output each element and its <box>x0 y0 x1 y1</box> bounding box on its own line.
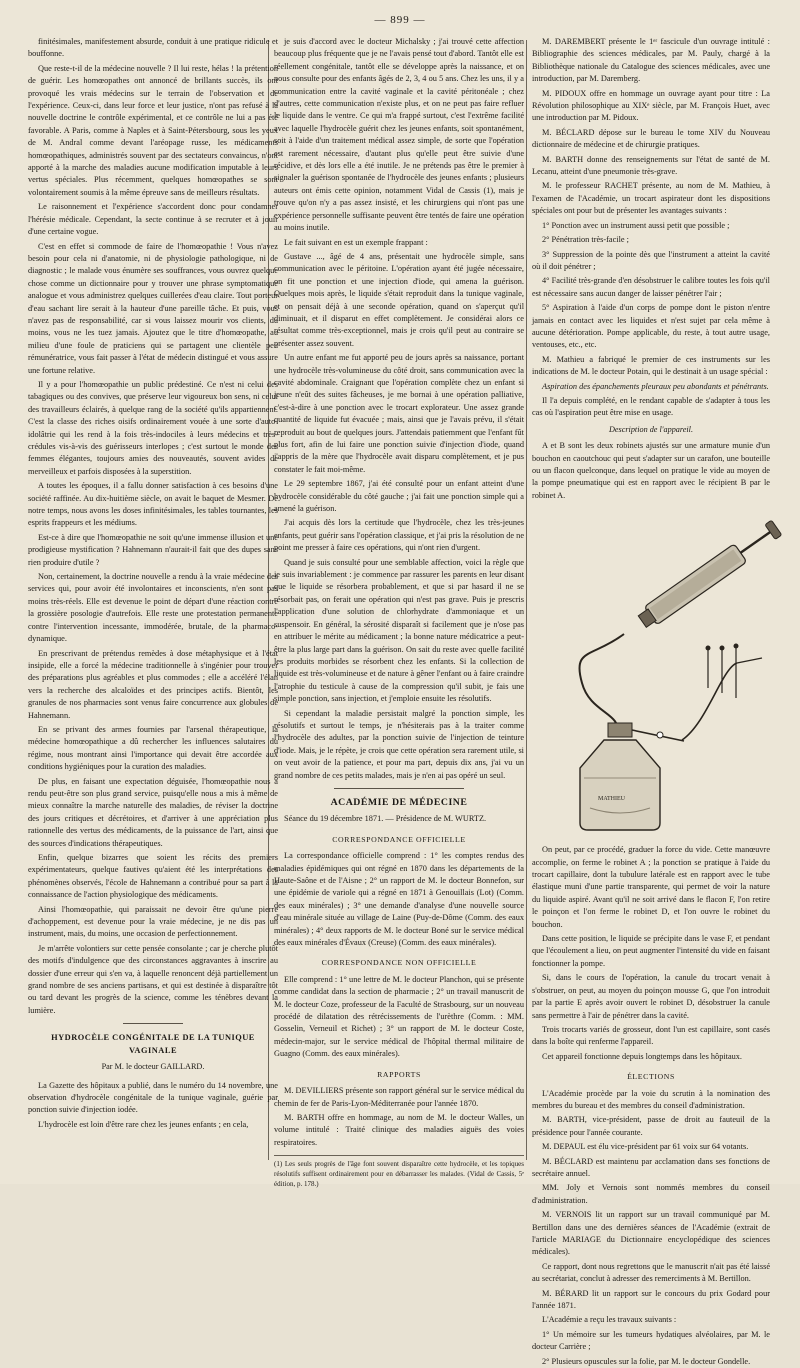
paragraph: A et B sont les deux robinets ajustés sur une armature munie d'un bouchon en caoutchouc qui peut s'adapter sur un carafon, une bouteille ou un flacon quelconque, dans lequel on pratique le vide au moyen de la pompe pneumatique qui est en rapport avec le récipient B par le robinet A. <box>532 441 770 500</box>
list-item: 1° Un mémoire sur les tumeurs hydatiques alvéolaires, par M. le docteur Carrière ; <box>532 1329 770 1352</box>
paragraph: Si cependant la maladie persistait malgré la ponction simple, les résolutifs et surtout le temps, je n'hésiterais pas à la traiter comme l'hydrocèle des adultes, par la ponction suivie de l'injection de teinture d'iode. Mais, je le répète, je crois que cette opération sera rarement utile, si on veut avoir de la patience, et pour ma part, depuis dix ans, j'ai vu un grand nombre de ces petits malades, mais je n'en ai pas opéré un seul. <box>274 708 524 780</box>
column-middle <box>274 36 524 1189</box>
paragraph: En prescrivant de prétendus remèdes à dose métaphysique et à l'état insipide, elle a forcé la médecine traditionnelle à s'ingénier pour trouver des préparations plus agréables et plus commodes ; elle a accéléré l'élan vers la recherche des alcaloïdes et des principes actifs. Bientôt, les granules de nos pharmacies sont venus faire concurrence aux globules de Hahnemann. <box>28 648 278 720</box>
paragraph: M. PIDOUX offre en hommage un ouvrage ayant pour titre : La Révolution philosophique au XIXᵉ siècle, par M. François Huet, avec une introduction par M. Pidoux. <box>532 88 770 123</box>
paragraph: Aspiration des épanchements pleuraux peu abondants et pénétrants. <box>542 381 769 391</box>
paragraph: Trois trocarts variés de grosseur, dont l'un est capillaire, sont casés dans la boîte qui renferme l'appareil. <box>532 1024 770 1047</box>
paragraph: Elle comprend : 1° une lettre de M. le docteur Planchon, qui se présente comme candidat dans la section de pharmacie ; 2° un travail manuscrit de M. le docteur Coze, professeur de la Faculté de Strasbourg, sur un nouveau procédé de dilatation des rétrécissements de l'urèthre (Comm. : MM. Gosselin, Verneuil et Richet) ; 3° un rapport de M. le docteur Coste, médecin-major, sur le service médical de l'hôpital thermal militaire de Guagno (Comm. des eaux minérales). <box>274 974 524 1059</box>
paragraph: Le fait suivant en est un exemple frappant : <box>284 237 428 247</box>
column-right <box>532 36 770 1366</box>
paragraph: J'ai acquis dès lors la certitude que l'hydrocèle, chez les très-jeunes enfants, peut guérir sans l'opération classique, et j'ai pris la résolution de ne point me presser à faire ces opérations, qui n'ont rien d'urgent. <box>274 518 524 553</box>
paragraph: M. DEVILLIERS présente son rapport général sur le service médical du chemin de fer de Paris-Lyon-Méditerranée pour l'année 1870. <box>274 1086 524 1108</box>
article-title: HYDROCÈLE CONGÉNITALE DE LA TUNIQUE VAGINALE <box>51 1033 255 1055</box>
list-item: 2° Plusieurs opuscules sur la folie, par M. le docteur Gondelle. <box>542 1356 751 1366</box>
paragraph: Non, certainement, la doctrine nouvelle a rendu à la vraie médecine des services qui, pour avoir été involontaires et inconscients, n'en sont pas moins très-réels. Elle est devenue le point de départ d'une réaction contre la grossière posologie d'autrefois. Elle reste une protestation permanente contre l'intervention incessante, immodérée, brutale, de la pharmaco-dynamique. <box>28 572 278 644</box>
paragraph: Je m'arrête volontiers sur cette pensée consolante ; car je cherche plutôt des motifs d'indulgence que des circonstances aggravantes à inscrire au dossier d'une erreur qui s'en va, à laquelle renoncent déjà partiellement un grand nombre de ses anciens partisans, et qui est destinée à disparaître tôt ou tard devant les progrès de la science, comme les ténèbres devant la lumière. <box>28 943 278 1015</box>
paragraph: Le 29 septembre 1867, j'ai été consulté pour un enfant atteint d'une hydrocèle considérable du côté gauche ; j'ai fait une ponction simple qui a amené la guérison. <box>274 479 524 514</box>
list-item: 4° Facilité très-grande d'en désobstruer le calibre toutes les fois qu'il est nécessaire sans aucun danger de laisser pénétrer l'air ; <box>532 276 770 298</box>
paragraph: M. BÉCLARD dépose sur le bureau le tome XIV du Nouveau dictionnaire de médecine et de chirurgie pratiques. <box>532 127 770 150</box>
paragraph: Est-ce à dire que l'homœopathie ne soit qu'une immense illusion et une prodigieuse mystification ? Hahnemann n'aurait-il fait que des dupes sans rien produire d'utile ? <box>28 532 278 567</box>
paragraph: M. le professeur RACHET présente, au nom de M. Mathieu, à l'examen de l'Académie, un trocart aspirateur dont les dispositions spéciales ont pour but de présenter les avantages suivants : <box>532 181 770 216</box>
divider <box>123 1023 183 1024</box>
aspirator-illustration <box>532 508 770 838</box>
paragraph: La correspondance officielle comprend : 1° les comptes rendus des maladies épidémiques qui ont régné en 1870 dans les départements de la Haute-Saône et de l'Aisne ; 2° un rapport de M. le docteur Bonnefon, sur une épidémie de variole qui a régné en 1871 à Genouillais (Lot) (Comm. des eaux minérales) ; 3° une demande d'analyse d'une nouvelle source d'eau minérale située au village de Laine (Puy-de-Dôme (Comm. des eaux minérales) ; 4° deux rapports de M. le docteur Boné sur le service médical des eaux minérales d'Évaux (Creuse) (Comm. des eaux minérales). <box>274 851 524 948</box>
paragraph: M. BARTH donne des renseignements sur l'état de santé de M. Lecanu, atteint d'une pneumonie très-grave. <box>532 154 770 177</box>
paragraph: Le raisonnement et l'expérience s'accordent donc pour condamner l'hérésie médicale. Cependant, la secte continue à se recruter et à jouir d'une certaine vogue. <box>28 202 278 237</box>
paragraph: Cet appareil fonctionne depuis longtemps dans les hôpitaux. <box>542 1051 743 1061</box>
vessel-label: MATHIEU <box>598 796 625 803</box>
list-item: 3° Suppression de la pointe dès que l'instrument a atteint la cavité où il doit pénétrer ; <box>532 249 770 271</box>
paragraph: Ainsi l'homœopathie, qui paraissait ne devoir être qu'une pierre d'achoppement, est devenue pour la vraie médecine, je ne dis pas un instrument, mais, du moins, une occasion de perfectionnement. <box>28 904 278 939</box>
section-title: ACADÉMIE DE MÉDECINE <box>330 796 468 808</box>
session-line: Séance du 19 décembre 1871. — Présidence de M. WURTZ. <box>284 814 487 824</box>
list-item: 5° Aspiration à l'aide d'un corps de pompe dont le piston n'entre jamais en contact avec les liquides et n'est sujet par cela même à aucune détérioration. Pompe applicable, du reste, à tout autre usage, ventouses, etc., etc. <box>532 303 770 350</box>
aspirator-apparatus-illustration <box>532 508 770 838</box>
paragraph: L'Académie procède par la voie du scrutin à la nomination des membres du bureau et des membres du conseil d'administration. <box>532 1088 770 1110</box>
paragraph: Ce rapport, dont nous regrettons que le manuscrit n'ait pas été laissé au secrétariat, conclut à adresser des remerciments à M. Bertillon. <box>532 1261 770 1284</box>
paragraph: Un autre enfant me fut apporté peu de jours après sa naissance, portant une hydrocèle très-volumineuse du côté droit, sans communication avec la cavité abdominale. Craignant que l'opération complète chez un enfant si jeune n'eût des suites fâcheuses, je me bornai à une opération palliative, c'est-à-dire à une ponction avec le trocart explorateur. Une assez grande quantité de liquide fut évacuée ; mais, ainsi que je l'avais prévu, il s'était reproduit au bout de quelques jours. J'attendais patiemment que l'enfant fût plus fort, afin de lui faire une ponction suivie d'injection d'iode, quand j'appris de la mère que l'hydrocèle avait disparu complètement, et je pus constater le fait moi-même. <box>274 353 524 474</box>
list-item: 2° Pénétration très-facile ; <box>542 235 629 245</box>
paragraph: M. DEPAUL est élu vice-président par 61 voix sur 64 votants. <box>542 1142 749 1152</box>
paragraph: M. BARTH, vice-président, passe de droit au fauteuil de la présidence pour l'année courante. <box>532 1115 770 1137</box>
paragraph: Quand je suis consulté pour une semblable affection, voici la règle que je suis invariablement : je commence par rassurer les parents en leur disant que le liquide se résorbera probablement, et que si par hasard il ne se résorbait pas, on ferait une opération qui n'est pas grave. Puis je prescris l'application d'une solution de chlorhydrate d'ammoniaque et un suspensoir. En général, la sérosité disparaît si facilement que je n'ose pas en attribuer le mérite au médicament ; la bonne nature médicatrice a peut-être la plus large part dans la guérison. On sait du reste avec quelle facilité les produits morbides se résorbent chez les enfants. Si la collection de liquide est très-volumineuse et de nature à gêner l'enfant ou à faire craindre l'atrophie du testicule à cause de la compression qu'il subit, je fais une simple ponction, sans injection, et j'emploie ensuite les résolutifs. <box>274 557 524 704</box>
subsection-title: CORRESPONDANCE OFFICIELLE <box>332 834 466 844</box>
subsection-title: RAPPORTS <box>377 1069 421 1079</box>
paragraph: De plus, en faisant une expectation déguisée, l'homœopathie nous a rendu peut-être son plus grand service, puisqu'elle nous a mis à même de mieux connaître la marche naturelle des maladies, de réviser la doctrine des jours critiques et décrétoires, et d'arriver à une appréciation plus rationnelle des vertus des médicaments, de la puissance de l'art, ainsi que des sources d'indications thérapeutiques. <box>28 776 278 848</box>
paragraph: finitésimales, manifestement absurde, conduit à une pratique ridicule et bouffonne. <box>28 37 278 59</box>
paragraph: M. BÉRARD lit un rapport sur le concours du prix Godard pour l'année 1871. <box>532 1288 770 1311</box>
article-author: Par M. le docteur GAILLARD. <box>101 1062 205 1072</box>
paragraph: Gustave ..., âgé de 4 ans, présentait une hydrocèle simple, sans communication avec le péritoine. L'opération ayant été jugée nécessaire, on fit une ponction et une injection d'iode, qui amena la guérison. Quelques mois après, le liquide s'était reproduit dans la tunique vaginale, et on pensait déjà à une seconde opération, quand on s'aperçut qu'il diminuait, et il disparut en effet complètement. Je considérai alors ce résultat comme très-exceptionnel, mais je crois qu'il peut au contraire se présenter assez souvent. <box>274 251 524 348</box>
footnote: (1) Les seuls progrès de l'âge font souvent disparaître cette hydrocèle, et les topiques résolutifs suffisent ordinairement pour en débarrasser les malades. (Vidal de Cassis, 5ᵉ édition, p. 178.) <box>274 1155 524 1189</box>
column-left <box>28 36 278 1166</box>
subsection-title: CORRESPONDANCE NON OFFICIELLE <box>321 958 477 968</box>
paragraph: Dans cette position, le liquide se précipite dans le vase F, et pendant que l'écoulement a lieu, on peut augmenter l'intensité du vide en faisant fonctionner la pompe. <box>532 934 770 968</box>
paragraph: M. VERNOIS lit un rapport sur un travail communiqué par M. Bertillon dans une des dernières séances de l'Académie (extrait de l'article MARIAGE du Dictionnaire encyclopédique des sciences médicales). <box>532 1210 770 1257</box>
paragraph: M. BARTH offre en hommage, au nom de M. le docteur Walles, un volume intitulé : Traité clinique des maladies aiguës des voies respiratoires. <box>274 1112 524 1147</box>
paragraph: En se privant des armes fournies par l'arsenal thérapeutique, la médecine homœopathique a dû rechercher les influences salutaires du régime, nous montrant ainsi l'importance qui devait être accordée aux conditions hygiéniques pour la curation des maladies. <box>28 724 278 772</box>
paragraph: La Gazette des hôpitaux a publié, dans le numéro du 14 novembre, une observation d'hydrocèle congénitale de la tunique vaginale, guérie par ponction suivie d'injection iodée. <box>28 1080 278 1115</box>
subsection-title: Description de l'appareil. <box>609 424 693 434</box>
paragraph: On peut, par ce procédé, graduer la force du vide. Cette manœuvre accomplie, on ferme le robinet A ; la ponction se pratique à l'aide du trocart capillaire, dont la tubulure latérale est en rapport avec le tube élastique muni d'une partie transparente, qui permet de voir la nature du liquide aspiré. Avant qu'il ne soit arrivé dans le flacon F, l'on retire le poinçon et l'on ferme le robinet D, et l'on ouvre le robinet du bouchon. <box>532 845 770 929</box>
paragraph: Que reste-t-il de la médecine nouvelle ? Il lui reste, hélas ! la prétention de guérir. Les homœopathes ont annoncé de brillants succès, ils ont provoqué les vrais médecins sur le terrain de l'observation et de l'expérience. Ceux-ci, dans leur force et leur justice, n'ont pas refusé à la nouvelle doctrine le contrôle expérimental, et ce contrôle ne lui a pas été favorable. A Paris, comme à Naples et à Saint-Pétersbourg, sous les yeux de M. Andral comme devant l'aréopage russe, les médicaments homœopathiques, administrés souvent par des sectateurs convaincus, n'ont apporté à la marche des maladies aucune modification imputable à leurs vertus spéciales. Plus récemment, quelques homœopathes se sont volontairement soumis à la même épreuve sans de meilleurs résultats. <box>28 63 278 197</box>
list-item: 1° Ponction avec un instrument aussi petit que possible ; <box>542 220 730 230</box>
paragraph: je suis d'accord avec le docteur Michalsky ; j'ai trouvé cette affection beaucoup plus fréquente que je ne l'avais pensé tout d'abord. Tantôt elle est réellement congénitale, tantôt elle se développe après la naissance, et on nous consulte pour des enfants âgés de 2, 3, 4 ou 5 ans. Chez les uns, il y a communication entre la cavité vaginale et la cavité péritonéale ; chez d'autres, cette communication n'existe plus, et on ne peut pas faire refluer le liquide dans le ventre. Ce qui m'a frappé surtout, c'est l'extrême facilité avec laquelle l'hydrocèle guérit chez les jeunes enfants, soit spontanément, soit à l'aide d'un traitement médical assez simple, de sorte que l'opération est rarement nécessaire, d'autant plus qu'elle peut être suivie d'une récidive, et dès lors elle a été inutile. Je ne prétends pas être le premier à signaler la guérison spontanée de l'hydrocèle des jeunes enfants ; plusieurs auteurs ont émis cette opinion, notamment Vidal de Cassis (1), mais je trouve qu'on n'y a pas assez insisté, et les chirurgiens qui n'ont pas une expérience personnelle suffisante peuvent être tentés de faire une opération au moins inutile. <box>274 37 524 233</box>
subsection-title: ÉLECTIONS <box>627 1072 675 1082</box>
paragraph: MM. Joly et Vernois sont nommés membres du conseil d'administration. <box>532 1183 770 1205</box>
paragraph: M. BÉCLARD est maintenu par acclamation dans ses fonctions de secrétaire annuel. <box>532 1156 770 1178</box>
column-rule <box>526 40 527 1160</box>
paragraph: Il l'a depuis complété, en le rendant capable de s'adapter à tous les cas où l'aspiration peut être mise en usage. <box>532 395 770 418</box>
paragraph: L'Académie a reçu les travaux suivants : <box>542 1315 677 1325</box>
paragraph: C'est en effet si commode de faire de l'homœopathie ! Vous n'avez besoin pour cela ni d'anatomie, ni de physiologie pathologique, ni de diagnostic ; le malade vous énumère ses souffrances, vous ouvrez quelque chose comme un dictionnaire pour y trouver une phrase symptomatique analogue et vous administrez quelques cuillerées d'eau claire. Tout porteur d'eau sachant lire serait à la hauteur d'une pareille tâche. Et puis, vous n'avez pas de responsabilité, car si vous laissez mourir vos clients, du moins, vous ne les tuez jamais. Ajoutez que le titre d'homœopathe, au milieu d'une foule de praticiens qui se partagent une clientèle peu rémunératrice, vous fait passer à l'état de médecin distingué et vous assure une fortune relative. <box>28 241 278 375</box>
page-number: — 899 — <box>374 14 426 26</box>
paragraph: Si, dans le cours de l'opération, la canule du trocart venait à s'obstruer, on peut, au moyen du poinçon mousse G, que l'on introduit par la partie E après avoir ouvert le robinet D, désobstruer la canule sans permettre à l'air de pénétrer dans la cavité. <box>532 973 770 1020</box>
paragraph: M. DAREMBERT présente le 1ᵉʳ fascicule d'un ouvrage intitulé : Bibliographie des sciences médicales, par M. Pauly, chargé à la Bibliothèque nationale du Catalogue des sciences médicales, avec une introduction, par M. Daremberg. <box>532 37 770 84</box>
paragraph: M. Mathieu a fabriqué le premier de ces instruments sur les indications de M. le docteur Potain, qui le destinait à un usage spécial : <box>532 354 770 377</box>
paragraph: A toutes les époques, il a fallu donner satisfaction à ces besoins d'une société raffinée. Au dix-huitième siècle, on avait le baquet de Mesmer. De notre temps, nous avons les doses infinitésimales, les tables tournantes, les esprits frappeurs et les médiums. <box>28 481 278 528</box>
paragraph: Enfin, quelque bizarres que soient les récits des premiers expérimentateurs, quelque fautives qu'aient été les interprétations des phénomènes observés, l'école de Hahnemann a contribué pour sa part à la connaissance de l'action physiologique des médicaments. <box>28 853 278 900</box>
paragraph: L'hydrocèle est loin d'être rare chez les jeunes enfants ; en cela, <box>38 1119 249 1129</box>
paragraph: Il y a pour l'homœopathie un public prédestiné. Ce n'est ni celui des tabagiques ou des convives, que préserve leur vigoureux bon sens, ni celui des travailleurs éclairés, à quelque rang de la société qu'ils appartiennent. C'est la classe des riches oisifs ordinairement vouée à une sorte d'auto-idolâtrie qui les rend à la fois très-indociles à leurs médecins et très-crédules vis-à-vis des guérisseurs interlopes ; c'est surtout le monde des femmes élégantes, toujours amies des nouveautés, souvent avides de merveilleux et parfois disposées à la superstition. <box>28 379 278 476</box>
divider <box>334 788 464 789</box>
